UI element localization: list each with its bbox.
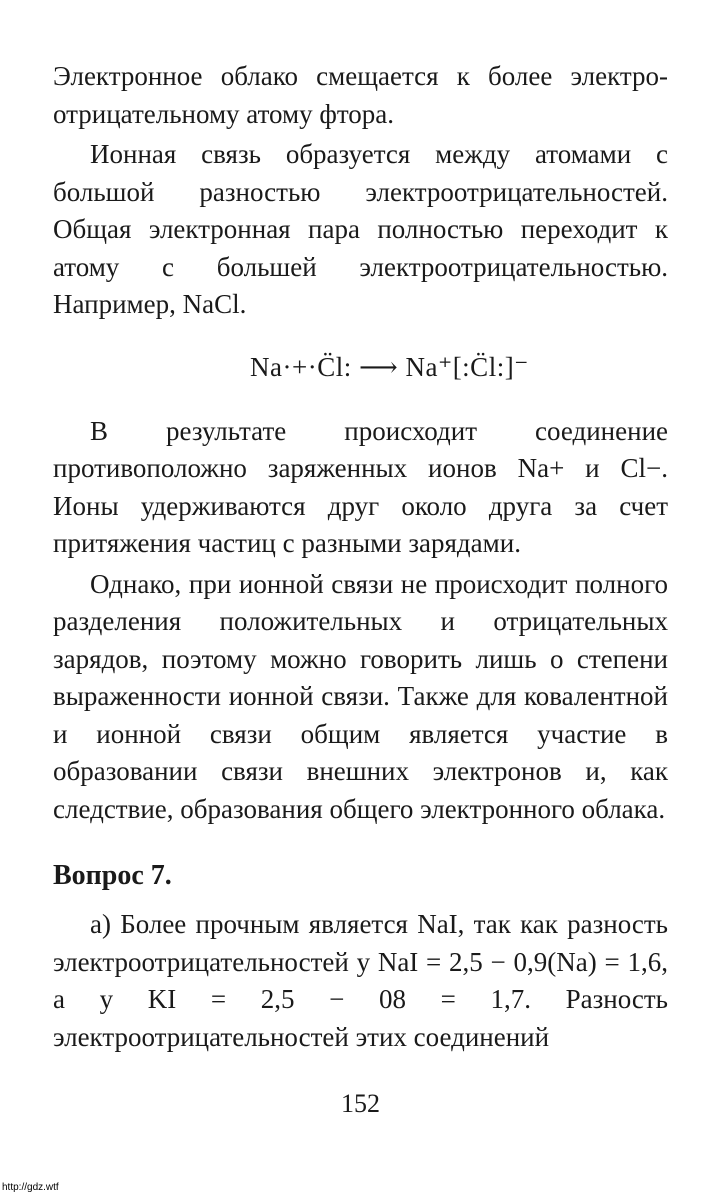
paragraph-3: В результате происходит соединение противоположно заряженных ионов Na+ и Cl−. Ионы удерживаются друг около друга за счет притяжения частиц с разными зарядами. <box>53 415 668 558</box>
paragraph-2: Ионная связь образуется между атомами с большой разностью электроотрицательностей. Общая электронная пара полностью переходит к атому с большей электроотрицательностью. Например, NaCl. <box>53 139 668 319</box>
page-content <box>53 58 668 1056</box>
paragraph-4: Однако, при ионной связи не происходит полного разделения положительных и отрицательных зарядов, поэтому можно говорить лишь о степени выраженности ионной связи. Также для ковалентной и ионной связи общим является участие в образовании связи внешних электронов и, как следствие, образования общего электронного облака. <box>53 568 668 824</box>
watermark-link[interactable]: http://gdz.wtf <box>2 1182 59 1193</box>
question-heading: Вопрос 7. <box>53 860 172 891</box>
paragraph-1: Электронное облако смещается к более электро-отрицательному атому фтора. <box>53 61 668 129</box>
chemical-formula: Na·+·C̈l: ⟶ Na⁺[:C̈l:]⁻ <box>250 351 529 382</box>
answer-paragraph: а) Более прочным является NaI, так как разность электроотрицательностей у NaI = 2,5 − 0,9(Na) = 1,6, а у KI = 2,5 − 08 = 1,7. Разность электроотрицательностей этих соединений <box>53 909 668 1052</box>
page-number: 152 <box>341 1089 380 1118</box>
